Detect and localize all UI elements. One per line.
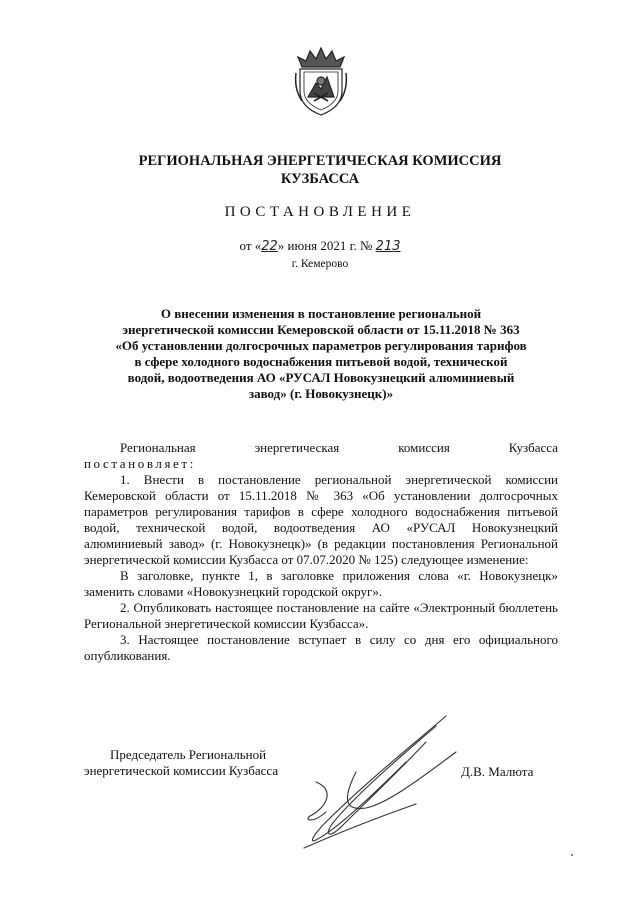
scan-speck [571,854,573,856]
subject-line: водой, водоотведения АО «РУСАЛ Новокузнецкий алюминиевый [127,370,515,385]
resolves-word: постановляет: [84,456,196,471]
signatory-title-line-1: Председатель Региональной [110,747,267,762]
subject-line: «Об установлении долгосрочных параметров регулирования тарифов [115,338,527,353]
document-number-handwritten: 213 [375,239,401,254]
org-name-line-2: КУЗБАССА [280,171,360,187]
coat-of-arms-emblem [292,45,350,117]
issuing-authority [80,152,560,188]
subject-line: завод» (г. Новокузнецк)» [248,386,394,401]
change-paragraph: В заголовке, пункте 1, в заголовке приложения слова «г. Новокузнецк» заменить словами «Новокузнецкий городской округ». [84,568,558,599]
subject-line: энергетической комиссии Кемеровской области от 15.11.2018 № 363 [122,322,520,337]
subject-line: О внесении изменения в постановление региональной [160,306,482,321]
document-type: ПОСТАНОВЛЕНИЕ [224,204,416,220]
item-1: 1. Внести в постановление региональной энергетической комиссии Кемеровской области от 15.11.2018 № 363 «Об установлении долгосрочных параметров регулирования тарифов в сфере холодного водоснабжения питьевой водой, технической водой, водоотведения АО «РУСАЛ Новокузнецкий алюминиевый завод» (г. Новокузнецк)» (в редакции постановления Региональной энергетической комиссии Кузбасса от 07.07.2020 № 125) следующее изменение: [84,472,558,567]
city: г. Кемерово [291,258,349,270]
item-2: 2. Опубликовать настоящее постановление на сайте «Электронный бюллетень Региональной энергетической комиссии Кузбасса». [84,600,558,631]
org-name-line-1: РЕГИОНАЛЬНАЯ ЭНЕРГЕТИЧЕСКАЯ КОМИССИЯ [138,153,502,169]
subject-line: в сфере холодного водоснабжения питьевой водой, технической [134,354,508,369]
signatory-title [84,747,278,779]
signatory-name: Д.В. Малюта [461,764,534,779]
document-subject [84,306,558,402]
signatory-title-line-2: энергетической комиссии Кузбасса [84,763,279,778]
handwritten-signature [296,712,466,852]
item-3: 3. Настоящее постановление вступает в силу со дня его официального опубликования. [84,632,558,663]
date-middle: » июня 2021 г. № [277,238,373,253]
date-day-handwritten: 22 [261,239,278,254]
intro-paragraph: Региональная энергетическая комиссия Кузбасса [120,440,558,455]
document-body [84,440,558,664]
date-prefix: от « [239,238,262,253]
date-number-line [80,238,560,255]
